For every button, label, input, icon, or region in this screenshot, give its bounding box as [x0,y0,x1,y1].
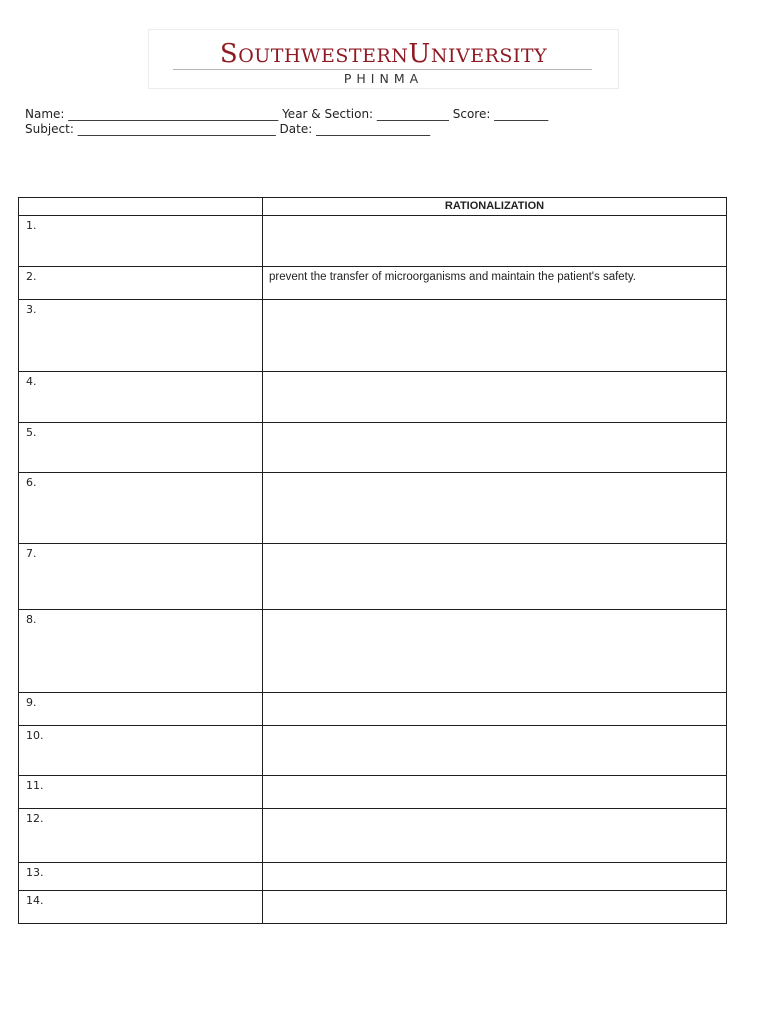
table-row [19,776,727,809]
table-row [19,610,727,693]
table-row [19,300,727,372]
item-number: 12. [26,812,44,825]
table-header-row [19,198,727,216]
table-row [19,473,727,544]
rationalization-cell [263,372,727,423]
rationalization-cell [263,891,727,924]
item-number: 7. [26,547,37,560]
item-cell [19,300,263,372]
rationalization-text [263,863,726,866]
logo-divider [173,69,592,70]
rationalization-cell [263,726,727,776]
column-header-item [19,198,263,216]
item-cell [19,809,263,863]
item-cell [19,891,263,924]
item-cell [19,423,263,473]
item-cell [19,372,263,423]
item-number: 10. [26,729,44,742]
item-cell [19,473,263,544]
rationalization-cell [263,809,727,863]
table-row [19,891,727,924]
item-number: 13. [26,866,44,879]
logo-subtitle: PHINMA [343,71,424,86]
rationalization-text [263,544,726,547]
rationalization-cell [263,776,727,809]
rationalization-text [263,891,726,894]
table-row [19,693,727,726]
table-row [19,809,727,863]
rationalization-cell [263,544,727,610]
rationalization-text: prevent the transfer of microorganisms and maintain the patient's safety. [269,271,636,283]
item-number: 1. [26,219,37,232]
item-cell [19,267,263,300]
rationalization-text [263,726,726,729]
item-number: 11. [26,779,44,792]
rationalization-text [263,216,726,219]
rationalization-cell [263,863,727,891]
logo-letter: U [408,39,431,69]
rationalization-text [263,372,726,375]
subject-date-line: Subject: _________________________________ Date: ___________________ [25,122,431,136]
item-cell [19,776,263,809]
rationalization-cell [263,216,727,267]
item-number: 2. [26,270,37,283]
rationalization-cell [263,610,727,693]
rationalization-text [263,809,726,812]
rationalization-text [263,610,726,613]
item-cell [19,726,263,776]
item-number: 4. [26,375,37,388]
rationalization-text [263,473,726,476]
item-cell [19,693,263,726]
rationalization-cell [263,300,727,372]
rationalization-text [263,423,726,426]
table-row [19,726,727,776]
table-row [19,544,727,610]
item-number: 5. [26,426,37,439]
logo-wordmark [149,39,618,69]
table-row [19,267,727,300]
item-number: 6. [26,476,37,489]
university-logo [148,29,619,89]
rationalization-text [263,776,726,779]
answer-table [18,197,727,924]
item-cell [19,216,263,267]
item-number: 3. [26,303,37,316]
rationalization-cell [263,693,727,726]
logo-word: NIVERSITY [430,45,548,67]
rationalization-text [263,693,726,696]
table-row [19,216,727,267]
column-header-rationalization: RATIONALIZATION [263,198,727,216]
item-number: 9. [26,696,37,709]
item-number: 8. [26,613,37,626]
table-row [19,863,727,891]
logo-letter: S [219,39,239,69]
rationalization-cell [263,473,727,544]
table-row [19,423,727,473]
item-cell [19,610,263,693]
table-row [19,372,727,423]
rationalization-text [263,300,726,303]
item-cell [19,863,263,891]
rationalization-cell [263,423,727,473]
student-info-line: Name: ___________________________________ Year & Section: ____________ Score: _________ [25,107,549,121]
logo-word: OUTHWESTERN [238,45,409,67]
item-cell [19,544,263,610]
rationalization-cell [263,267,727,300]
item-number: 14. [26,894,44,907]
